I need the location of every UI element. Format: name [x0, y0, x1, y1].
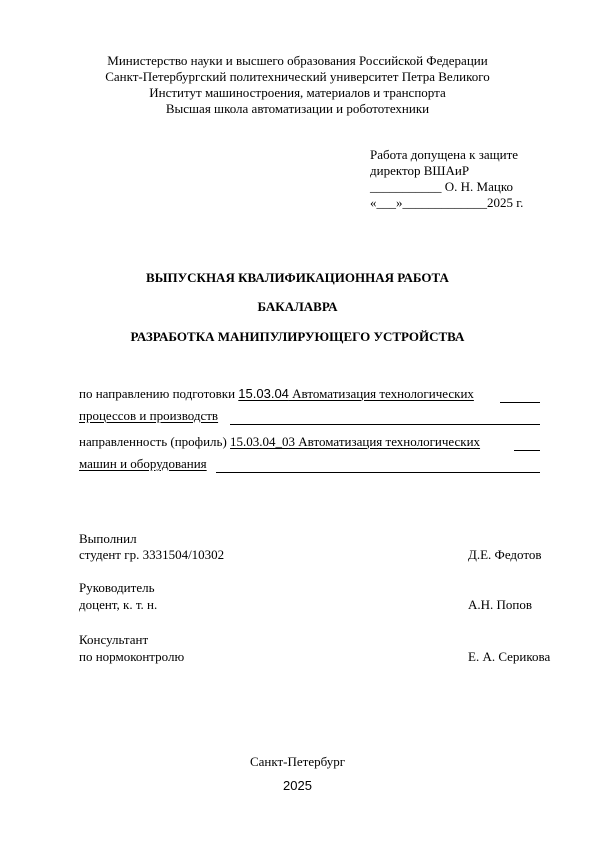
thesis-topic: РАЗРАБОТКА МАНИПУЛИРУЮЩЕГО УСТРОЙСТВА	[130, 329, 465, 344]
signature-role: Выполнил	[79, 531, 137, 546]
profile-label: направленность (профиль)	[79, 434, 231, 449]
signature-name: Д.Е. Федотов	[468, 547, 542, 562]
day-blank: ___	[376, 195, 396, 210]
approval-year: 2025 г.	[487, 195, 524, 210]
institute-line: Институт машиностроения, материалов и транспорта	[149, 85, 446, 100]
profile-value: Автоматизация технологических	[295, 434, 481, 449]
direction-line-2	[79, 408, 218, 424]
degree-title: БАКАЛАВРА	[257, 299, 338, 314]
footer-year: 2025	[283, 778, 312, 793]
university-line: Санкт-Петербургский политехнический университет Петра Великого	[105, 69, 490, 84]
profile-code: 15.03.04_03	[230, 434, 296, 449]
signature-name: Е. А. Серикова	[468, 649, 551, 664]
signature-position: студент гр. 3331504/10302	[79, 547, 225, 562]
profile-line-1	[79, 434, 480, 450]
work-type-title: ВЫПУСКНАЯ КВАЛИФИКАЦИОННАЯ РАБОТА	[146, 270, 449, 285]
profile-value-cont: машин и оборудования	[79, 456, 207, 471]
direction-value-cont: процессов и производств	[79, 408, 219, 423]
profile-line-2	[79, 456, 207, 472]
quote-close: »	[396, 195, 403, 210]
direction-underline-tail	[500, 402, 540, 403]
signature-position: по нормоконтролю	[79, 649, 185, 664]
direction-label: по направлению подготовки	[79, 386, 239, 401]
director-name: О. Н. Мацко	[441, 179, 513, 194]
director-title: директор ВШАиР	[370, 163, 470, 178]
ministry-line: Министерство науки и высшего образования Российской Федерации	[107, 53, 488, 68]
signature-blank: ___________	[370, 179, 442, 194]
signature-name: А.Н. Попов	[468, 597, 533, 612]
direction-line-1	[79, 386, 474, 402]
direction-underline-fill	[230, 424, 540, 425]
profile-underline-fill	[216, 472, 540, 473]
signature-role: Руководитель	[79, 580, 155, 595]
month-blank: _____________	[402, 195, 487, 210]
direction-code: 15.03.04	[238, 386, 289, 401]
footer-city: Санкт-Петербург	[249, 754, 346, 769]
direction-value: Автоматизация технологических	[288, 386, 474, 401]
approval-date-line	[370, 195, 523, 211]
approval-line: Работа допущена к защите	[370, 147, 519, 162]
school-line: Высшая школа автоматизации и робототехники	[165, 101, 430, 116]
director-signature-line	[370, 179, 513, 195]
quote-open: «	[370, 195, 377, 210]
signature-role: Консультант	[79, 632, 149, 647]
profile-underline-tail	[514, 450, 540, 451]
signature-position: доцент, к. т. н.	[79, 597, 158, 612]
